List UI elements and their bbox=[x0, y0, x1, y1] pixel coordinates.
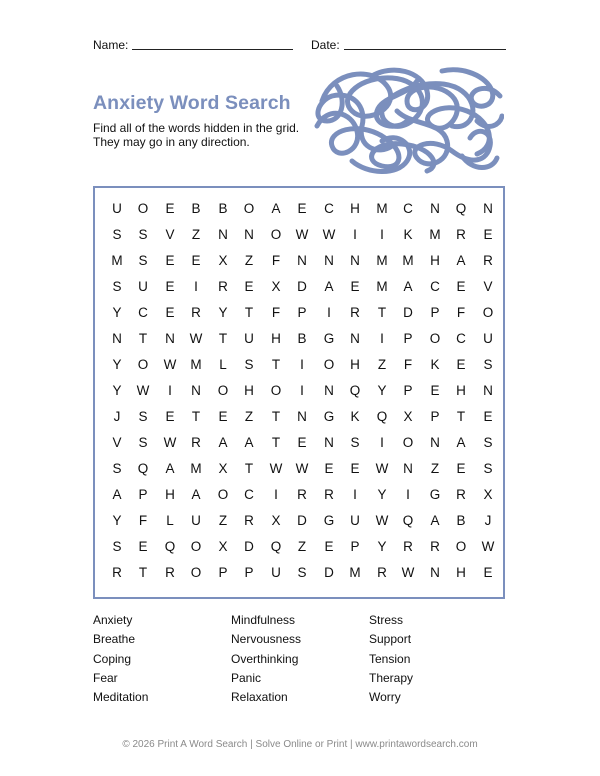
word-list-item: Coping bbox=[93, 652, 132, 666]
grid-cell[interactable]: S bbox=[112, 539, 122, 554]
grid-cell[interactable]: O bbox=[217, 383, 229, 398]
grid-cell[interactable]: P bbox=[403, 383, 413, 398]
grid-cell[interactable]: N bbox=[430, 435, 440, 450]
grid-cell[interactable]: M bbox=[376, 201, 388, 216]
grid-cell[interactable]: W bbox=[322, 227, 336, 242]
grid-cell[interactable]: L bbox=[219, 357, 227, 372]
grid-cell[interactable]: Y bbox=[218, 305, 228, 320]
word-list-item: Support bbox=[369, 632, 412, 646]
grid-cell[interactable]: E bbox=[324, 539, 334, 554]
grid-cell[interactable]: O bbox=[243, 201, 255, 216]
word-list-item: Nervousness bbox=[231, 632, 302, 646]
grid-cell[interactable]: P bbox=[138, 487, 148, 502]
grid-cell[interactable]: Z bbox=[377, 357, 387, 372]
grid-cell[interactable]: Z bbox=[244, 253, 254, 268]
grid-cell[interactable]: A bbox=[456, 435, 466, 450]
grid-cell[interactable]: V bbox=[165, 227, 175, 242]
grid-cell[interactable]: M bbox=[402, 253, 414, 268]
grid-cell[interactable]: B bbox=[297, 331, 307, 346]
word-list-item: Stress bbox=[369, 613, 404, 627]
grid-cell[interactable]: H bbox=[165, 487, 175, 502]
grid-cell[interactable]: S bbox=[483, 435, 493, 450]
grid-cell[interactable]: O bbox=[323, 357, 335, 372]
grid-cell[interactable]: K bbox=[350, 409, 360, 424]
grid-cell[interactable]: E bbox=[165, 201, 175, 216]
grid-cell[interactable]: T bbox=[377, 305, 387, 320]
grid-cell[interactable]: N bbox=[430, 565, 440, 580]
grid-cell[interactable]: K bbox=[403, 227, 413, 242]
grid-cell[interactable]: X bbox=[218, 461, 228, 476]
grid-cell[interactable]: T bbox=[138, 331, 148, 346]
grid-cell[interactable]: I bbox=[380, 435, 384, 450]
grid-cell[interactable]: I bbox=[168, 383, 172, 398]
grid-cell[interactable]: N bbox=[483, 201, 493, 216]
grid-cell[interactable]: D bbox=[297, 513, 307, 528]
grid-cell[interactable]: A bbox=[244, 435, 254, 450]
grid-cell[interactable]: P bbox=[218, 565, 228, 580]
grid-cell[interactable]: C bbox=[430, 279, 440, 294]
grid-cell[interactable]: T bbox=[218, 331, 228, 346]
grid-cell[interactable]: U bbox=[138, 279, 148, 294]
grid-cell[interactable]: I bbox=[353, 487, 357, 502]
grid-cell[interactable]: U bbox=[112, 201, 122, 216]
grid-cell[interactable]: J bbox=[484, 513, 492, 528]
grid-cell[interactable]: I bbox=[380, 331, 384, 346]
grid-cell[interactable]: R bbox=[324, 487, 334, 502]
grid-cell[interactable]: S bbox=[138, 409, 148, 424]
grid-cell[interactable]: Q bbox=[455, 201, 467, 216]
grid-cell[interactable]: S bbox=[483, 357, 493, 372]
grid-cell[interactable]: O bbox=[217, 487, 229, 502]
grid-cell[interactable]: N bbox=[324, 435, 334, 450]
grid-cell[interactable]: Q bbox=[402, 513, 414, 528]
grid-cell[interactable]: F bbox=[138, 513, 148, 528]
grid-cell[interactable]: W bbox=[163, 435, 177, 450]
word-list-item: Anxiety bbox=[93, 613, 133, 627]
grid-cell[interactable]: A bbox=[191, 487, 201, 502]
grid-cell[interactable]: A bbox=[112, 487, 122, 502]
footer: © 2026 Print A Word Search | Solve Online or Print | www.printawordsearch.com bbox=[122, 739, 478, 750]
grid-cell[interactable]: A bbox=[271, 201, 281, 216]
grid-cell[interactable]: E bbox=[430, 383, 440, 398]
grid-cell[interactable]: N bbox=[244, 227, 254, 242]
grid-cell[interactable]: T bbox=[271, 357, 281, 372]
grid-cell[interactable]: D bbox=[324, 565, 334, 580]
grid-cell[interactable]: W bbox=[375, 513, 389, 528]
grid-cell[interactable]: E bbox=[138, 539, 148, 554]
grid-cell[interactable]: O bbox=[429, 331, 441, 346]
grid-cell[interactable]: E bbox=[165, 279, 175, 294]
grid-cell[interactable]: O bbox=[190, 539, 202, 554]
grid-cell[interactable]: Z bbox=[218, 513, 228, 528]
grid-cell[interactable]: S bbox=[138, 435, 148, 450]
grid-cell[interactable]: H bbox=[271, 331, 281, 346]
grid-cell[interactable]: H bbox=[350, 201, 360, 216]
grid-cell[interactable]: R bbox=[456, 487, 466, 502]
grid-cell[interactable]: R bbox=[112, 565, 122, 580]
grid-cell[interactable]: W bbox=[269, 461, 283, 476]
word-list-item: Worry bbox=[369, 690, 401, 704]
grid-cell[interactable]: N bbox=[350, 331, 360, 346]
name-line[interactable] bbox=[132, 49, 293, 50]
grid-cell[interactable]: U bbox=[271, 565, 281, 580]
grid-cell[interactable]: E bbox=[456, 461, 466, 476]
grid-cell[interactable]: C bbox=[456, 331, 466, 346]
grid-cell[interactable]: M bbox=[190, 357, 202, 372]
grid-cell[interactable]: I bbox=[300, 383, 304, 398]
puzzle-grid bbox=[93, 186, 505, 599]
grid-cell[interactable]: M bbox=[376, 253, 388, 268]
grid-cell[interactable]: R bbox=[297, 487, 307, 502]
grid-cell[interactable]: V bbox=[112, 435, 122, 450]
grid-cell[interactable]: E bbox=[165, 253, 175, 268]
grid-cell[interactable]: O bbox=[455, 539, 467, 554]
grid-cell[interactable]: M bbox=[429, 227, 441, 242]
grid-cell[interactable]: L bbox=[166, 513, 174, 528]
grid-cell[interactable]: Y bbox=[377, 539, 387, 554]
grid-cell[interactable]: B bbox=[191, 201, 201, 216]
grid-cell[interactable]: A bbox=[324, 279, 334, 294]
grid-cell[interactable]: N bbox=[165, 331, 175, 346]
grid-cell[interactable]: N bbox=[297, 253, 307, 268]
grid-cell[interactable]: X bbox=[483, 487, 493, 502]
grid-cell[interactable]: U bbox=[244, 331, 254, 346]
grid-cell[interactable]: X bbox=[218, 253, 228, 268]
grid-cell[interactable]: Q bbox=[137, 461, 149, 476]
grid-cell[interactable]: E bbox=[165, 305, 175, 320]
grid-cell[interactable]: Y bbox=[377, 487, 387, 502]
grid-cell[interactable]: Z bbox=[297, 539, 307, 554]
grid-cell[interactable]: A bbox=[403, 279, 413, 294]
grid-cell[interactable]: E bbox=[483, 409, 493, 424]
grid-cell[interactable]: R bbox=[191, 435, 201, 450]
grid-cell[interactable]: O bbox=[402, 435, 414, 450]
grid-cell[interactable]: A bbox=[430, 513, 440, 528]
grid-cell[interactable]: B bbox=[456, 513, 466, 528]
grid-cell[interactable]: C bbox=[138, 305, 148, 320]
grid-cell[interactable]: I bbox=[380, 227, 384, 242]
grid-cell[interactable]: I bbox=[353, 227, 357, 242]
grid-cell[interactable]: O bbox=[270, 227, 282, 242]
grid-cell[interactable]: N bbox=[430, 201, 440, 216]
date-label: Date: bbox=[311, 38, 340, 52]
word-list-item: Tension bbox=[369, 652, 411, 666]
grid-cell[interactable]: N bbox=[324, 253, 334, 268]
grid-cell[interactable]: X bbox=[271, 279, 281, 294]
grid-cell[interactable]: Q bbox=[164, 539, 176, 554]
grid-cell[interactable]: P bbox=[297, 305, 307, 320]
grid-cell[interactable]: A bbox=[456, 253, 466, 268]
instructions bbox=[93, 121, 299, 149]
grid-cell[interactable]: M bbox=[111, 253, 123, 268]
grid-cell[interactable]: H bbox=[430, 253, 440, 268]
grid-cell[interactable]: Z bbox=[191, 227, 201, 242]
grid-cell[interactable]: M bbox=[376, 279, 388, 294]
grid-cell[interactable]: E bbox=[324, 461, 334, 476]
grid-cell[interactable]: E bbox=[297, 435, 307, 450]
grid-cell[interactable]: D bbox=[297, 279, 307, 294]
grid-cell[interactable]: T bbox=[191, 409, 201, 424]
word-list-item: Panic bbox=[231, 671, 262, 685]
grid-cell[interactable]: W bbox=[295, 227, 309, 242]
grid-cell[interactable]: P bbox=[403, 331, 413, 346]
grid-cell[interactable]: C bbox=[244, 487, 254, 502]
grid-cell[interactable]: S bbox=[112, 227, 122, 242]
word-list-item: Overthinking bbox=[231, 652, 299, 666]
grid-cell[interactable]: N bbox=[483, 383, 493, 398]
grid-cell[interactable]: G bbox=[323, 331, 335, 346]
grid-cell[interactable]: N bbox=[191, 383, 201, 398]
grid-cell[interactable]: P bbox=[430, 409, 440, 424]
grid-cell[interactable]: R bbox=[483, 253, 493, 268]
grid-cell[interactable]: R bbox=[403, 539, 413, 554]
grid-cell[interactable]: D bbox=[244, 539, 254, 554]
grid-cell[interactable]: U bbox=[483, 331, 493, 346]
grid-cell[interactable]: E bbox=[218, 409, 228, 424]
word-list-item: Therapy bbox=[369, 671, 414, 685]
grid-cell[interactable]: X bbox=[218, 539, 228, 554]
grid-cell[interactable]: T bbox=[271, 409, 281, 424]
grid-cell[interactable]: B bbox=[218, 201, 228, 216]
grid-cell[interactable]: I bbox=[274, 487, 278, 502]
grid-cell[interactable]: Q bbox=[349, 383, 361, 398]
grid-cell[interactable]: X bbox=[403, 409, 413, 424]
grid-cell[interactable]: Y bbox=[112, 357, 122, 372]
grid-cell[interactable]: S bbox=[244, 357, 254, 372]
grid-cell[interactable]: P bbox=[244, 565, 254, 580]
word-list-item: Mindfulness bbox=[231, 613, 296, 627]
grid-cell[interactable]: M bbox=[349, 565, 361, 580]
grid-cell[interactable]: W bbox=[375, 461, 389, 476]
grid-cell[interactable]: X bbox=[271, 513, 281, 528]
grid-cell[interactable]: H bbox=[456, 565, 466, 580]
word-list-item: Meditation bbox=[93, 690, 149, 704]
grid-cell[interactable]: I bbox=[327, 305, 331, 320]
word-list-item: Relaxation bbox=[231, 690, 288, 704]
grid-cell[interactable]: W bbox=[481, 539, 495, 554]
grid-cell[interactable]: R bbox=[430, 539, 440, 554]
grid-cell[interactable]: S bbox=[138, 227, 148, 242]
grid-cell[interactable]: O bbox=[137, 357, 149, 372]
grid-cell[interactable]: N bbox=[297, 409, 307, 424]
grid-cell[interactable]: N bbox=[324, 383, 334, 398]
grid-cell[interactable]: O bbox=[270, 383, 282, 398]
grid-cell[interactable]: Y bbox=[112, 513, 122, 528]
date-line[interactable] bbox=[344, 49, 506, 50]
grid-cell[interactable]: E bbox=[456, 279, 466, 294]
grid-cell[interactable]: E bbox=[244, 279, 254, 294]
grid-cell[interactable]: I bbox=[300, 357, 304, 372]
grid-cell[interactable]: P bbox=[430, 305, 440, 320]
grid-cell[interactable]: F bbox=[271, 253, 281, 268]
grid-cell[interactable]: M bbox=[190, 461, 202, 476]
grid-cell[interactable]: G bbox=[429, 487, 441, 502]
grid-cell[interactable]: W bbox=[163, 357, 177, 372]
grid-cell[interactable]: D bbox=[403, 305, 413, 320]
grid-cell[interactable]: Y bbox=[377, 383, 387, 398]
grid-cell[interactable]: F bbox=[271, 305, 281, 320]
grid-cell[interactable]: W bbox=[136, 383, 150, 398]
grid-cell[interactable]: J bbox=[113, 409, 121, 424]
grid-cell[interactable]: S bbox=[350, 435, 360, 450]
grid-cell[interactable]: E bbox=[165, 409, 175, 424]
grid-cell[interactable]: S bbox=[138, 253, 148, 268]
grid-cell[interactable]: T bbox=[244, 461, 254, 476]
grid-cell[interactable]: Z bbox=[430, 461, 440, 476]
grid-cell[interactable]: S bbox=[112, 461, 122, 476]
grid-cell[interactable]: I bbox=[406, 487, 410, 502]
grid-cell[interactable]: F bbox=[403, 357, 413, 372]
name-label: Name: bbox=[93, 38, 129, 52]
grid-cell[interactable]: W bbox=[295, 461, 309, 476]
grid-cell[interactable]: Z bbox=[244, 409, 254, 424]
grid-cell[interactable]: E bbox=[456, 357, 466, 372]
grid-cell[interactable]: E bbox=[483, 565, 493, 580]
grid-cell[interactable]: U bbox=[191, 513, 201, 528]
grid-cell[interactable]: H bbox=[456, 383, 466, 398]
tangle-illustration bbox=[312, 66, 504, 178]
word-list-item: Fear bbox=[93, 671, 118, 685]
grid-cell[interactable]: C bbox=[403, 201, 413, 216]
grid-cell[interactable]: I bbox=[194, 279, 198, 294]
grid-cell[interactable]: E bbox=[483, 227, 493, 242]
grid-cell[interactable]: N bbox=[218, 227, 228, 242]
grid-cell[interactable]: R bbox=[191, 305, 201, 320]
page-title: Anxiety Word Search bbox=[93, 92, 291, 114]
grid-cell[interactable]: Q bbox=[376, 409, 388, 424]
grid-cell[interactable]: H bbox=[244, 383, 254, 398]
grid-cell[interactable]: E bbox=[297, 201, 307, 216]
grid-cell[interactable]: G bbox=[323, 513, 335, 528]
grid-cell[interactable]: A bbox=[165, 461, 175, 476]
grid-cell[interactable]: N bbox=[403, 461, 413, 476]
word-list-item: Breathe bbox=[93, 632, 136, 646]
grid-cell[interactable]: K bbox=[430, 357, 440, 372]
instructions-line-1: Find all of the words hidden in the grid. bbox=[93, 121, 300, 135]
grid-cell[interactable]: S bbox=[483, 461, 493, 476]
grid-cell[interactable]: T bbox=[244, 305, 254, 320]
grid-cell[interactable]: E bbox=[350, 279, 360, 294]
grid-cell[interactable]: R bbox=[377, 565, 387, 580]
grid-cell[interactable]: O bbox=[482, 305, 494, 320]
grid-cell[interactable]: T bbox=[456, 409, 466, 424]
grid-cell[interactable]: S bbox=[297, 565, 307, 580]
grid-cell[interactable]: R bbox=[244, 513, 254, 528]
grid-cell[interactable]: C bbox=[324, 201, 334, 216]
grid-cell[interactable]: R bbox=[165, 565, 175, 580]
grid-cell[interactable]: H bbox=[350, 357, 360, 372]
grid-cell[interactable]: Y bbox=[112, 305, 122, 320]
grid-cell[interactable]: O bbox=[137, 201, 149, 216]
grid-cell[interactable]: E bbox=[350, 461, 360, 476]
grid-cell[interactable]: U bbox=[350, 513, 360, 528]
grid-cell[interactable]: E bbox=[191, 253, 201, 268]
grid-cell[interactable]: Q bbox=[270, 539, 282, 554]
grid-cell[interactable]: O bbox=[190, 565, 202, 580]
grid-cell[interactable]: N bbox=[350, 253, 360, 268]
instructions-line-2: They may go in any direction. bbox=[93, 135, 250, 149]
grid-cell[interactable]: R bbox=[218, 279, 228, 294]
grid-cell[interactable]: R bbox=[456, 227, 466, 242]
grid-cell[interactable]: P bbox=[350, 539, 360, 554]
grid-cell[interactable]: W bbox=[189, 331, 203, 346]
grid-cell[interactable]: T bbox=[271, 435, 281, 450]
grid-cell[interactable]: W bbox=[401, 565, 415, 580]
grid-cell[interactable]: Y bbox=[112, 383, 122, 398]
grid-cell[interactable]: V bbox=[483, 279, 493, 294]
grid-cell[interactable]: S bbox=[112, 279, 122, 294]
grid-cell[interactable]: A bbox=[218, 435, 228, 450]
grid-cell[interactable]: G bbox=[323, 409, 335, 424]
grid-cell[interactable]: R bbox=[350, 305, 360, 320]
grid-cell[interactable]: T bbox=[138, 565, 148, 580]
grid-cell[interactable]: F bbox=[456, 305, 466, 320]
grid-cell[interactable]: N bbox=[112, 331, 122, 346]
